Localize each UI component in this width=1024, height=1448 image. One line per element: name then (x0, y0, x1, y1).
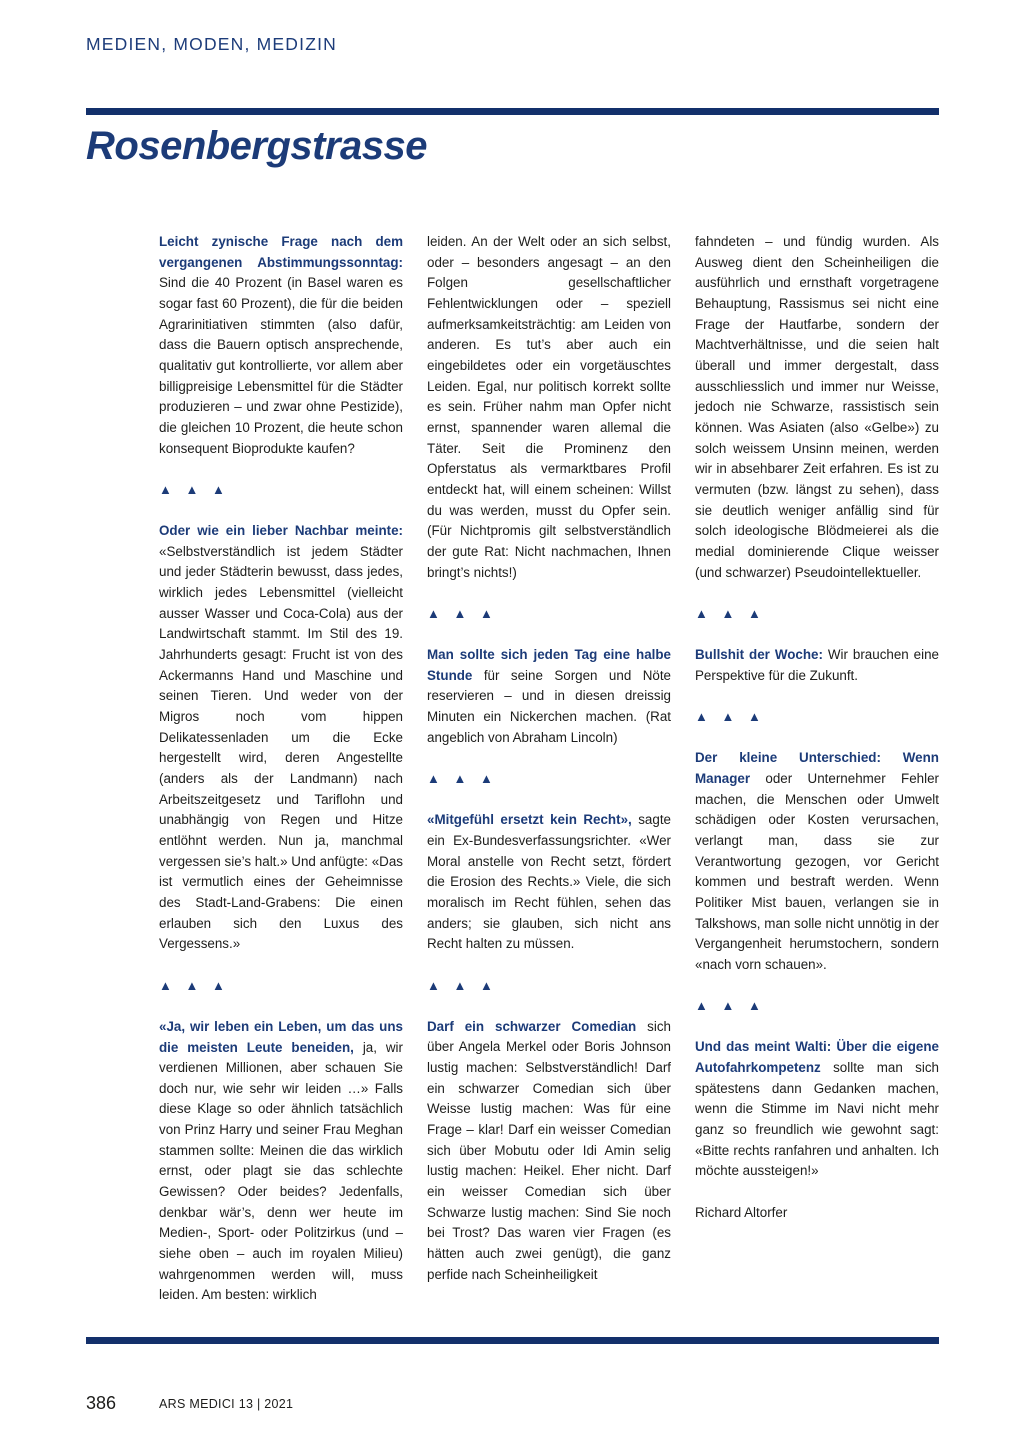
paragraph (427, 645, 671, 748)
separator-triangles: ▲ ▲ ▲ (427, 605, 498, 621)
separator-triangles: ▲ ▲ ▲ (427, 771, 498, 786)
paragraph-body: sich über Angela Merkel oder Boris Johnson lustig machen: Selbstverständlich! Darf ein schwarzer Comedian sich über Weisse lustig machen: Was für eine Frage – klar! Darf ein weisser Comedian sich über Mobutu oder Idi Amin selig lustig machen: Heikel. Eher nicht. Darf ein weisser Comedian sich über Schwarze lustig machen: Sind Sie noch bei Trost? Das waren vier Fragen (es hätten auch zwei genügt), die ganz perfide nach Scheinheiligkeit (427, 1018, 671, 1282)
paragraph-body: «Selbstverständlich ist jedem Städter und jeder Städterin bewusst, dass jedes, wirklich jedes Lebensmittel (vielleicht ausser Wasser und Coca-Cola) aus der Landwirtschaft stammt. Im Stil des 19. Jahrhunderts gesagt: Frucht ist von des Ackermanns Hand und Maschine und seinen Tieren. Und weder von der Migros noch vom hippen Delikatessenladen um die Ecke hergestellt wird, deren Angestellte (anders als der Landmann) nach Arbeitszeitgesetz und Tariflohn und unabhängig von Regen und Hitze entlöhnt werden. Nun ja, manchmal vergessen sie’s halt.» Und anfügte: «Das ist vermutlich eines der Geheimnisse des Stadt-Land-Grabens: Die einen erlauben sich den Luxus des Vergessens.» (159, 543, 403, 952)
paragraph (695, 1037, 939, 1182)
section-label: MEDIEN, MODEN, MEDIZIN (86, 34, 337, 54)
column-3 (695, 232, 939, 1223)
top-rule (86, 108, 939, 115)
page-number: 386 (86, 1393, 117, 1413)
paragraph-body: sollte man sich spätestens dann Gedanken machen, wenn die Stimme im Navi nicht mehr ganz so freundlich wie gewohnt sagt: «Bitte rechts ranfahren und anhalten. Ich möchte aussteigen!» (695, 1060, 939, 1179)
paragraph-lead: «Ja, wir leben ein Leben, um das uns die meisten Leute beneiden, (159, 1018, 403, 1055)
paragraph-lead: Der kleine Unterschied: Wenn Manager (695, 750, 939, 786)
paragraph-lead: Bullshit der Woche: (695, 647, 823, 663)
paragraph-body: Sind die 40 Prozent (in Basel waren es sogar fast 60 Prozent), die für die beiden Agrarinitiativen stimmten (also dafür, dass die Bauern optisch ansprechende, qualitativ gut kontrollierte, vor allem aber billigpreisige Lebensmittel für die Städter produzieren – und zwar ohne Pestizide), die gleichen 10 Prozent, die heute schon konsequent Bioprodukte kaufen? (159, 275, 403, 456)
paragraph (159, 521, 403, 955)
paragraph (159, 1017, 403, 1306)
paragraph (695, 645, 939, 686)
separator-triangles: ▲ ▲ ▲ (695, 998, 766, 1014)
paragraph-lead: Leicht zynische Frage nach dem vergangenen Abstimmungssonntag: (159, 234, 403, 270)
paragraph (695, 748, 939, 975)
paragraph-body: sagte ein Ex-Bundesverfassungsrichter. «Wer Moral anstelle von Recht setzt, fördert die Erosion des Rechts.» Viele, die sich moralisch im Recht fühlen, sehen das anders; sie glauben, sich nicht ans Recht halten zu müssen. (427, 812, 671, 952)
paragraph-body: ja, wir verdienen Millionen, aber schauen Sie doch nur, wie sehr wir leiden …» Falls diese Klage so oder ähnlich tatsächlich von Prinz Harry und seiner Frau Meghan stammen sollte: Meinen die das wirklich ernst, oder plagt sie das schlechte Gewissen? Oder beides? Jedenfalls, denkbar wär’s, denn wer heute im Medien-, Sport- oder Politzirkus (und – siehe oben – auch im royalen Milieu) wahrgenommen werden will, muss leiden. Am besten: wirklich (159, 1039, 403, 1303)
paragraph-body: Wir brauchen eine Perspektive für die Zukunft. (695, 647, 939, 683)
bottom-rule (86, 1337, 939, 1344)
paragraph-lead: Man sollte sich jeden Tag eine halbe Stunde (427, 647, 671, 683)
column-1 (159, 232, 403, 1306)
page-title: Rosenbergstrasse (86, 124, 428, 168)
separator-triangles: ▲ ▲ ▲ (427, 977, 498, 993)
paragraph-lead: «Mitgefühl ersetzt kein Recht», (427, 812, 632, 828)
paragraph (427, 810, 671, 955)
journal-citation: ARS MEDICI 13 | 2021 (159, 1397, 294, 1411)
paragraph-lead: Darf ein schwarzer Comedian (427, 1018, 637, 1034)
paragraph-body: leiden. An der Welt oder an sich selbst, oder – besonders angesagt – an den Folgen gesellschaftlicher Fehlentwicklungen oder – speziell aufmerksamkeitsträchtig: am Leiden von anderen. Es tut’s aber auch ein eingebildetes oder ein vorgetäuschtes Leiden. Egal, nur politisch korrekt sollte es sein. Früher nahm man Opfer nicht ernst, spannender waren allemal die Täter. Seit die Prominenz den Opferstatus als vermarktbares Profil entdeckt hat, will einem scheinen: Willst du was werden, musst du Opfer sein. (Für Nichtpromis gilt selbstverständlich der gute Rat: Nicht nachmachen, Ihnen bringt’s nichts!) (427, 234, 671, 580)
paragraph (427, 232, 671, 583)
separator-triangles: ▲ ▲ ▲ (159, 481, 230, 497)
separator-triangles: ▲ ▲ ▲ (695, 605, 766, 621)
paragraph-lead: Oder wie ein lieber Nachbar meinte: (159, 523, 403, 539)
author-name: Richard Altorfer (695, 1204, 788, 1220)
separator-triangles: ▲ ▲ ▲ (695, 709, 766, 725)
paragraph (159, 232, 403, 459)
paragraph-lead: Und das meint Walti: Über die eigene Autofahrkompetenz (695, 1039, 939, 1076)
separator-triangles: ▲ ▲ ▲ (159, 977, 230, 993)
paragraph (427, 1017, 671, 1286)
paragraph-body: oder Unternehmer Fehler machen, die Menschen oder Umwelt schädigen oder Kosten verursachen, verlangt man, dass sie zur Verantwortung gezogen, vor Gericht kommen und bestraft werden. Wenn Politiker Mist bauen, verlangen sie in Talkshows, man solle nicht unnötig in der Vergangenheit herumstochern, sondern «nach vorn schauen». (695, 770, 939, 972)
paragraph-body: für seine Sorgen und Nöte reservieren – und in diesen dreissig Minuten ein Nickerchen machen. (Rat angeblich von Abraham Lincoln) (427, 667, 671, 745)
paragraph-body: fahndeten – und fündig wurden. Als Ausweg dient den Scheinheiligen die ausführlich und ernsthaft vorgetragene Behauptung, Rassismus sei nicht eine Frage der Hautfarbe, sondern der Machtverhältnisse, und die seien halt überall und immer dergestalt, dass ausschliesslich und immer nur Weisse, jedoch nie Schwarze, rassistisch sein können. Was Asiaten (also «Gelbe») zu solch weissem Unsinn meinen, werden wir in absehbarer Zeit erfahren. Es ist zu vermuten (bzw. längst zu sehen), dass sie deutlich weniger anfällig sind für solch ideologische Blödmeierei als die medial dominierende Clique weisser (und schwarzer) Pseudointellektueller. (695, 234, 939, 580)
paragraph (695, 232, 939, 583)
column-2 (427, 232, 671, 1285)
